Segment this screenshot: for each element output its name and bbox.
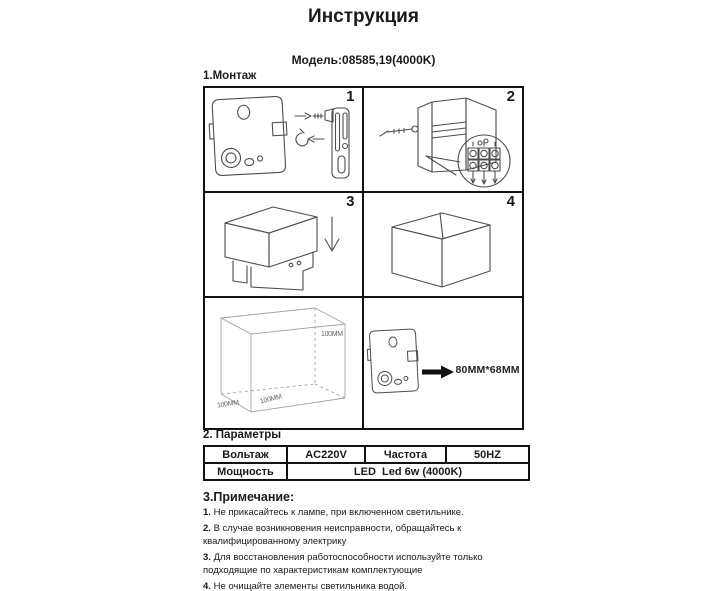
note-text: Для восстановления работоспособности используйте только подходящие по характеристикам комплектующие — [203, 552, 483, 576]
montage-step-4 — [364, 193, 523, 298]
step1-drawing — [205, 88, 363, 191]
panel-number: 2 — [506, 88, 515, 105]
note-number: 2. — [203, 523, 211, 534]
table-row — [204, 463, 529, 480]
table-row — [204, 446, 529, 463]
note-number: 4. — [203, 581, 211, 591]
param-frequency-value: 50HZ — [446, 446, 529, 463]
screw-drawing — [380, 126, 418, 136]
model-label: Модель:08585,19(4000K) — [291, 53, 436, 67]
param-power-value: LED Led 6w (4000K) — [287, 463, 529, 480]
mount-plate-drawing — [364, 298, 523, 426]
note-item — [203, 506, 537, 519]
montage-diagram-grid — [203, 86, 524, 430]
section-heading-montage: 1.Монтаж — [203, 70, 257, 82]
param-power-label: Мощность — [204, 463, 287, 480]
notes-list — [203, 506, 537, 591]
param-frequency-label: Частота — [365, 446, 446, 463]
note-item — [203, 551, 537, 577]
section-heading-notes: 3.Примечание: — [203, 490, 295, 504]
dimension-height-label: 100MM — [321, 331, 343, 338]
panel-number: 1 — [346, 88, 355, 105]
panel-number: 4 — [506, 193, 515, 210]
wall-anchor-drawing — [332, 108, 349, 178]
note-text: В случае возникновения неисправности, обращайтесь к квалифицированному электрику — [203, 523, 462, 547]
right-arrow-icon — [422, 366, 454, 379]
mount-plate-size-label: 80MM*68MM — [455, 364, 520, 376]
note-item — [203, 522, 537, 548]
note-number: 1. — [203, 507, 211, 518]
param-voltage-label: Вольтаж — [204, 446, 287, 463]
assembled-cube-drawing — [392, 213, 490, 287]
note-item — [203, 580, 537, 591]
step4-drawing — [364, 193, 523, 296]
back-plate-drawing — [208, 96, 289, 176]
mount-plate-size-panel — [364, 298, 523, 428]
note-text: Не очищайте элементы светильника водой. — [213, 581, 408, 591]
page-title: Инструкция — [308, 6, 419, 27]
screws-drawing — [295, 109, 333, 146]
dimension-width-label: 100MM — [216, 399, 240, 410]
section-heading-params: 2. Параметры — [203, 429, 282, 441]
param-voltage-value: AC220V — [287, 446, 365, 463]
step2-drawing — [364, 88, 523, 191]
parameters-table — [203, 445, 530, 481]
montage-step-3 — [205, 193, 364, 298]
dimensions-panel — [205, 298, 364, 428]
cover-cube-drawing — [225, 207, 317, 267]
step3-drawing — [205, 193, 363, 296]
montage-step-2 — [364, 88, 523, 193]
note-text: Не прикасайтесь к лампе, при включенном светильнике. — [213, 507, 464, 518]
montage-step-1 — [205, 88, 364, 193]
base-drawing — [233, 252, 313, 290]
panel-number: 3 — [346, 193, 355, 210]
terminal-callout-drawing — [426, 135, 510, 187]
down-arrow-icon — [325, 217, 339, 251]
note-number: 3. — [203, 552, 211, 563]
dimension-depth-label: 100MM — [259, 393, 283, 406]
